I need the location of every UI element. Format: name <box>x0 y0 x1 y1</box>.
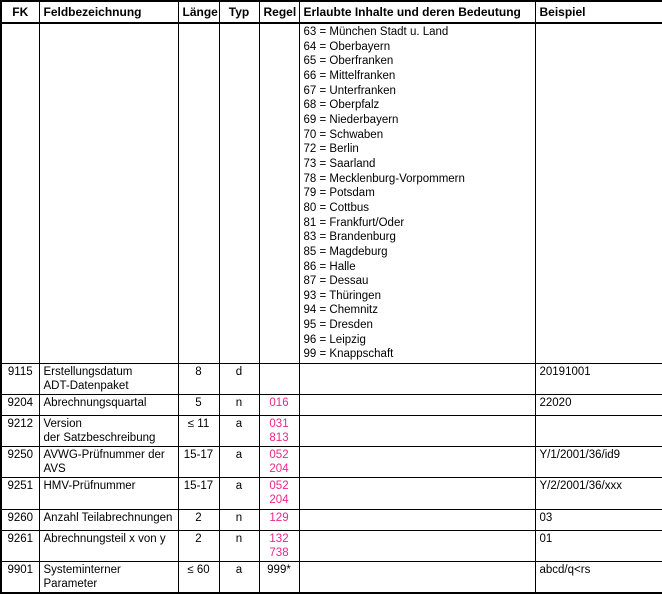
cell-fk <box>1 447 39 478</box>
cell-line: Y/1/2001/36/id9 <box>539 449 621 462</box>
cell-line: 86 = Halle <box>303 260 356 273</box>
cell-typ <box>219 531 259 562</box>
cell-line: Parameter <box>43 578 98 591</box>
cell-line: 204 <box>269 463 289 476</box>
cell-regel <box>259 364 299 395</box>
cell-erlaubte-inhalte <box>299 562 535 594</box>
cell-line: 9212 <box>7 418 34 431</box>
cell-line: 15-17 <box>183 480 214 493</box>
cell-laenge <box>178 395 219 416</box>
cell-typ <box>219 364 259 395</box>
cell-line: 8 <box>195 366 202 379</box>
cell-line: 738 <box>269 547 289 560</box>
cell-fk <box>1 416 39 447</box>
cell-feldbezeichnung <box>39 562 178 594</box>
table-row <box>1 364 662 395</box>
table-row <box>1 23 662 364</box>
cell-line: 052 <box>269 449 289 462</box>
cell-line: 96 = Leipzig <box>303 333 366 346</box>
cell-line: 80 = Cottbus <box>303 201 370 214</box>
cell-typ <box>219 416 259 447</box>
cell-line: 9204 <box>7 397 34 410</box>
cell-laenge <box>178 510 219 531</box>
cell-typ <box>219 23 259 364</box>
col-header-regel: Regel <box>259 1 299 23</box>
cell-beispiel <box>535 510 662 531</box>
cell-regel <box>259 531 299 562</box>
cell-erlaubte-inhalte <box>299 395 535 416</box>
cell-line: 052 <box>269 480 289 493</box>
cell-line: 67 = Unterfranken <box>303 84 396 97</box>
cell-typ <box>219 562 259 594</box>
cell-line: 9250 <box>7 449 34 462</box>
cell-beispiel <box>535 447 662 478</box>
cell-erlaubte-inhalte <box>299 531 535 562</box>
cell-line: 999* <box>267 564 291 577</box>
cell-line: 5 <box>195 397 202 410</box>
cell-line: Version <box>43 418 82 431</box>
cell-beispiel <box>535 364 662 395</box>
cell-line: 9901 <box>7 564 34 577</box>
cell-fk <box>1 364 39 395</box>
cell-line: 94 = Chemnitz <box>303 304 378 317</box>
cell-line: 79 = Potsdam <box>303 187 375 200</box>
cell-line: d <box>235 366 243 379</box>
table-body <box>1 23 662 593</box>
cell-line: 813 <box>269 432 289 445</box>
cell-line: a <box>235 449 243 462</box>
cell-feldbezeichnung <box>39 395 178 416</box>
cell-laenge <box>178 447 219 478</box>
cell-line: 016 <box>269 397 289 410</box>
table-row <box>1 510 662 531</box>
col-header-typ: Typ <box>219 1 259 23</box>
cell-line: a <box>235 564 243 577</box>
table-row <box>1 531 662 562</box>
cell-line: Systeminterner <box>43 564 121 577</box>
cell-line: 83 = Brandenburg <box>303 231 396 244</box>
cell-line: 22020 <box>539 397 572 410</box>
cell-feldbezeichnung <box>39 447 178 478</box>
cell-regel <box>259 562 299 594</box>
cell-line: 9260 <box>7 512 34 525</box>
cell-beispiel <box>535 478 662 510</box>
cell-line: a <box>235 480 243 493</box>
cell-line: 63 = München Stadt u. Land <box>303 26 449 38</box>
cell-line: 72 = Berlin <box>303 143 359 156</box>
cell-erlaubte-inhalte <box>299 447 535 478</box>
cell-regel <box>259 416 299 447</box>
cell-regel <box>259 395 299 416</box>
cell-line: 2 <box>195 512 202 525</box>
cell-line: abcd/q<rs <box>539 564 591 577</box>
cell-line: 68 = Oberpfalz <box>303 99 380 112</box>
cell-fk <box>1 531 39 562</box>
cell-typ <box>219 395 259 416</box>
cell-line: 78 = Mecklenburg-Vorpommern <box>303 172 465 185</box>
cell-typ <box>219 510 259 531</box>
cell-feldbezeichnung <box>39 510 178 531</box>
cell-beispiel <box>535 23 662 364</box>
col-header-erlaubte-inhalte: Erlaubte Inhalte und deren Bedeutung <box>299 1 535 23</box>
cell-line: 132 <box>269 533 289 546</box>
cell-erlaubte-inhalte <box>299 478 535 510</box>
cell-line: 204 <box>269 494 289 507</box>
cell-fk <box>1 510 39 531</box>
cell-line: a <box>235 418 243 431</box>
cell-erlaubte-inhalte <box>299 23 535 364</box>
cell-line: n <box>235 512 243 525</box>
cell-line: 9251 <box>7 480 34 493</box>
cell-line: 70 = Schwaben <box>303 128 384 141</box>
cell-regel <box>259 23 299 364</box>
cell-line: 81 = Frankfurt/Oder <box>303 216 405 229</box>
cell-line: ≤ 11 <box>187 418 210 431</box>
cell-line: 031 <box>269 418 289 431</box>
cell-line: 20191001 <box>539 366 591 379</box>
cell-typ <box>219 447 259 478</box>
cell-line: 69 = Niederbayern <box>303 113 399 126</box>
cell-beispiel <box>535 395 662 416</box>
cell-laenge <box>178 364 219 395</box>
cell-line: 9115 <box>7 366 33 379</box>
cell-beispiel <box>535 531 662 562</box>
cell-feldbezeichnung <box>39 478 178 510</box>
cell-line: Erstellungsdatum <box>43 366 133 379</box>
cell-fk <box>1 23 39 364</box>
cell-laenge <box>178 478 219 510</box>
cell-feldbezeichnung <box>39 23 178 364</box>
cell-line: 64 = Oberbayern <box>303 40 391 53</box>
cell-feldbezeichnung <box>39 364 178 395</box>
cell-laenge <box>178 562 219 594</box>
cell-line: AVS <box>43 463 66 476</box>
cell-line: 93 = Thüringen <box>303 289 381 302</box>
cell-beispiel <box>535 562 662 594</box>
cell-line: 85 = Magdeburg <box>303 245 388 258</box>
col-header-fk: FK <box>1 1 39 23</box>
cell-line: Anzahl Teilabrechnungen <box>43 512 173 525</box>
cell-line: Abrechnungsquartal <box>43 397 147 410</box>
table-row <box>1 562 662 594</box>
cell-line: HMV-Prüfnummer <box>43 480 136 493</box>
cell-line: der Satzbeschreibung <box>43 432 156 445</box>
cell-line: 95 = Dresden <box>303 319 373 332</box>
cell-feldbezeichnung <box>39 416 178 447</box>
cell-feldbezeichnung <box>39 531 178 562</box>
col-header-beispiel: Beispiel <box>535 1 662 23</box>
cell-line: 129 <box>269 512 289 525</box>
cell-line: 87 = Dessau <box>303 275 369 288</box>
cell-line: ADT-Datenpaket <box>43 380 129 393</box>
cell-regel <box>259 478 299 510</box>
cell-laenge <box>178 23 219 364</box>
cell-beispiel <box>535 416 662 447</box>
col-header-feldbezeichnung: Feldbezeichnung <box>39 1 178 23</box>
cell-line: 66 = Mittelfranken <box>303 69 396 82</box>
cell-line: 65 = Oberfranken <box>303 55 394 68</box>
cell-line: 01 <box>539 533 553 546</box>
cell-line: 15-17 <box>183 449 214 462</box>
cell-line: n <box>235 397 243 410</box>
cell-fk <box>1 395 39 416</box>
col-header-laenge: Länge <box>178 1 219 23</box>
cell-laenge <box>178 531 219 562</box>
cell-line: 99 = Knappschaft <box>303 348 394 361</box>
cell-line: Y/2/2001/36/xxx <box>539 480 622 493</box>
cell-laenge <box>178 416 219 447</box>
cell-line: 9261 <box>7 533 34 546</box>
cell-line: n <box>235 533 243 546</box>
cell-line: 03 <box>539 512 553 525</box>
cell-regel <box>259 510 299 531</box>
cell-erlaubte-inhalte <box>299 416 535 447</box>
cell-line: 2 <box>195 533 202 546</box>
cell-line: AVWG-Prüfnummer der <box>43 449 165 462</box>
table-row <box>1 447 662 478</box>
table-row <box>1 395 662 416</box>
cell-line: 73 = Saarland <box>303 157 376 170</box>
table-row <box>1 416 662 447</box>
cell-erlaubte-inhalte <box>299 364 535 395</box>
cell-line: ≤ 60 <box>187 564 210 577</box>
cell-regel <box>259 447 299 478</box>
cell-line: Abrechnungsteil x von y <box>43 533 166 546</box>
cell-typ <box>219 478 259 510</box>
header-row <box>1 1 662 23</box>
cell-fk <box>1 478 39 510</box>
cell-erlaubte-inhalte <box>299 510 535 531</box>
cell-fk <box>1 562 39 594</box>
table-row <box>1 478 662 510</box>
